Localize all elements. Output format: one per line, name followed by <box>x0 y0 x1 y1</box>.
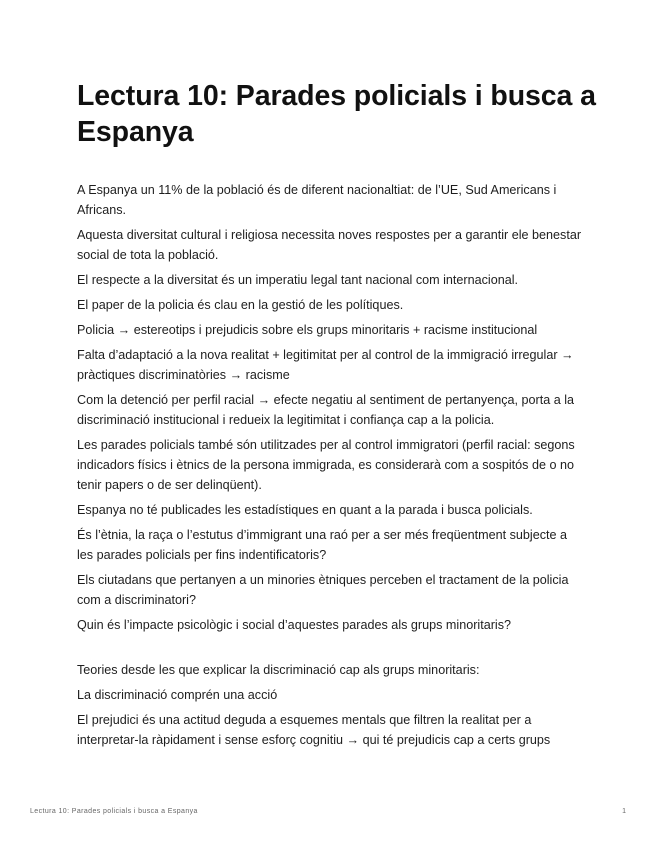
paragraph: Espanya no té publicades les estadístiques en quant a la parada i busca policials. <box>77 503 533 517</box>
paragraph: El respecte a la diversitat és un imperatiu legal tant nacional com internacional. <box>77 273 519 287</box>
paragraph: Falta d’adaptació a la nova realitat + legitimitat per al control de la immigració irregular → pràctiques discriminatòries → racisme <box>77 348 574 382</box>
footer-running-title: Lectura 10: Parades policials i busca a Espanya <box>30 808 198 815</box>
paragraph: Policia → estereotips i prejudicis sobre els grups minoritaris + racisme institucional <box>77 323 538 337</box>
paragraph: El prejudici és una actitud deguda a esquemes mentals que filtren la realitat per a interpretar-la ràpidament i sense esforç cognitiu → qui té prejudicis cap a certs grups <box>77 713 551 747</box>
document-body <box>77 180 582 755</box>
paragraph: El paper de la policia és clau en la gestió de les polítiques. <box>77 298 404 312</box>
paragraph: És l’ètnia, la raça o l’estutus d’immigrant una raó per a ser més freqüentment subjecte a les parades policials per fins indentificatoris? <box>77 528 568 562</box>
paragraph: Aquesta diversitat cultural i religiosa necessita noves respostes per a garantir ele benestar social de tota la població. <box>77 228 582 262</box>
paragraph: Teories desde les que explicar la discriminació cap als grups minoritaris: <box>77 663 480 677</box>
paragraph: La discriminació comprén una acció <box>77 688 278 702</box>
paragraph: Els ciutadans que pertanyen a un minories ètniques perceben el tractament de la policia com a discriminatori? <box>77 573 569 607</box>
paragraph: A Espanya un 11% de la població és de diferent nacionaltiat: de l’UE, Sud Americans i Africans. <box>77 183 557 217</box>
paragraph: Com la detenció per perfil racial → efecte negatiu al sentiment de pertanyença, porta a la discriminació institucional i redueix la legitimitat i confiança cap a la policia. <box>77 393 575 427</box>
paragraph: Les parades policials també són utilitzades per al control immigratori (perfil racial: segons indicadors físics i ètnics de la persona immigrada, es considerarà com a sospitós de o no tenir papers o de ser delinqüent). <box>77 438 575 492</box>
page-title: Lectura 10: Parades policials i busca a Espanya <box>77 80 596 148</box>
page-number: 1 <box>622 808 626 815</box>
paragraph: Quin és l’impacte psicològic i social d’aquestes parades als grups minoritaris? <box>77 618 511 632</box>
